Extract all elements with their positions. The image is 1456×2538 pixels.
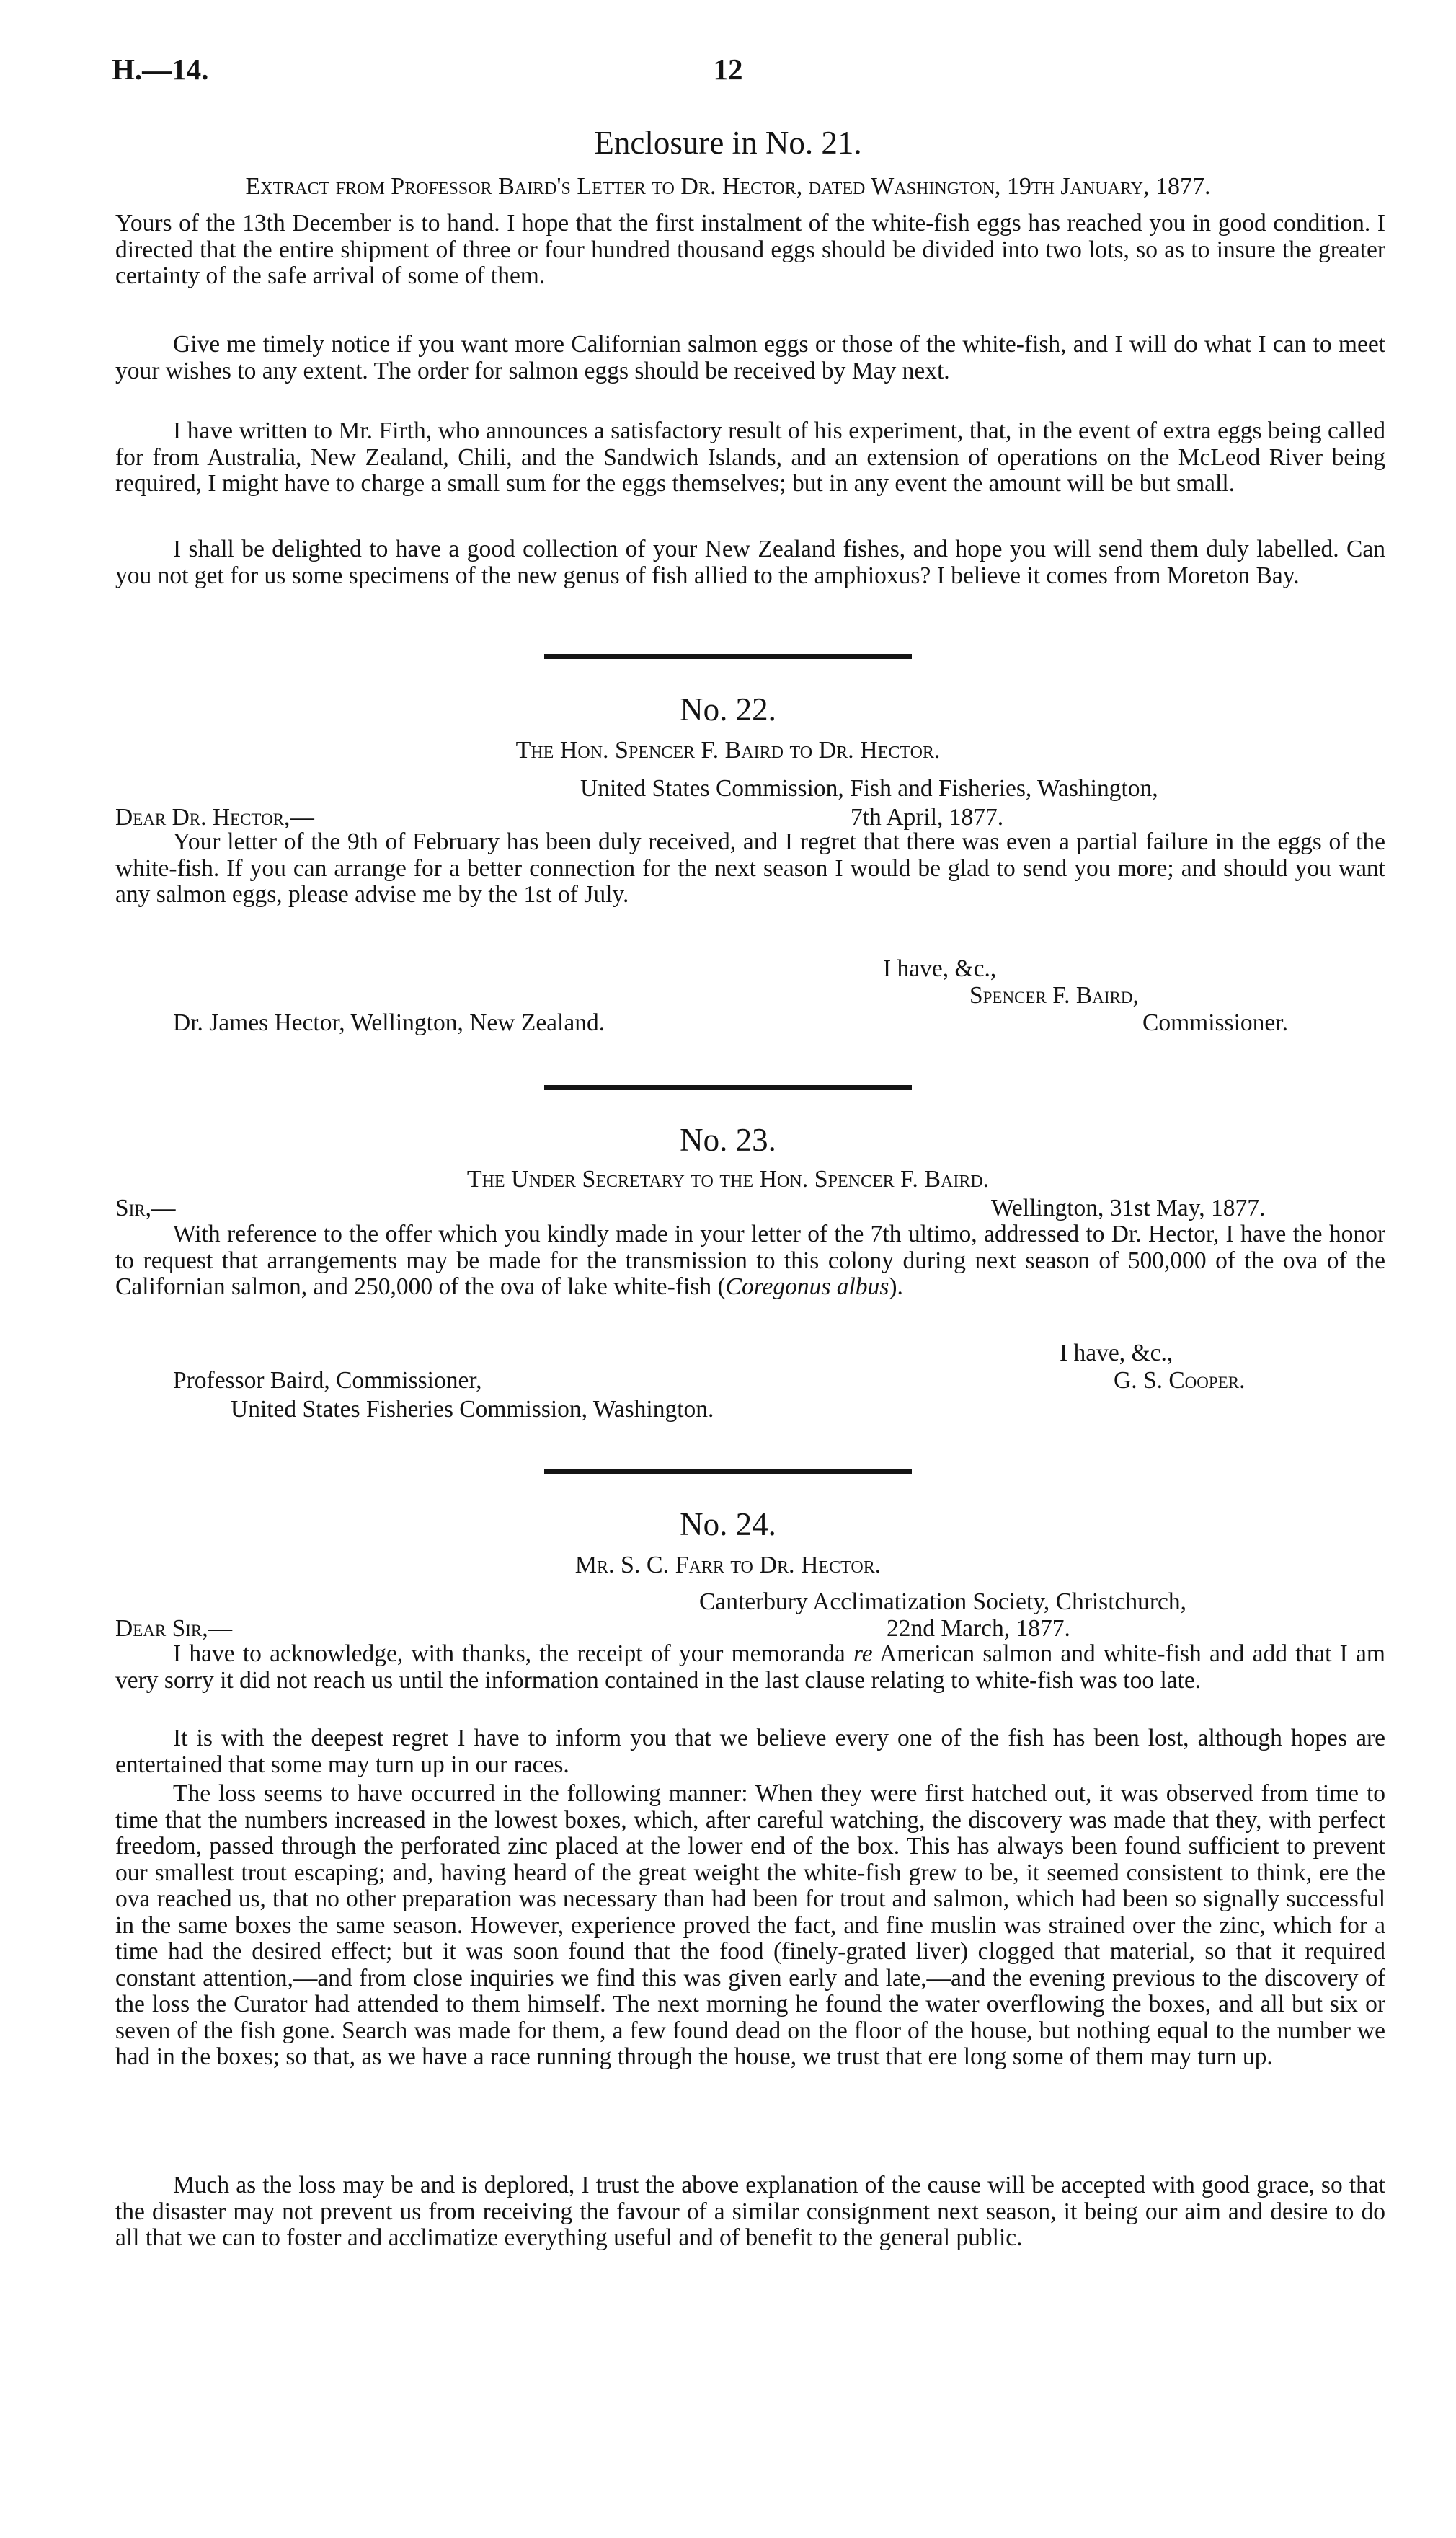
letter-number-24: No. 24. [680, 1506, 776, 1542]
enclosure-paragraph: Yours of the 13th December is to hand. I hope that the first instalment of the white-fish eggs has reached you in good condition. I directed that the entire shipment of three or four hundred thousand eggs should be divided into two lots, so as to insure the greater certainty of the safe arrival of some of them. [115, 210, 1385, 289]
section-divider [544, 1469, 912, 1474]
letter-22-signature: Spencer F. Baird, [969, 982, 1139, 1009]
letter-23-salutation: Sir,— [115, 1195, 176, 1221]
letter-23-body-text: With reference to the offer which you kindly made in your letter of the 7th ultimo, addressed to Dr. Hector, I have the honor to request that arrangements may be made for the transmission to this colony during next season of 500,000 of the ova of the Californian salmon, and 250,000 of the ova of lake white-fish ( [115, 1221, 1385, 1300]
page-number: 12 [713, 53, 743, 86]
letter-23-subtitle: The Under Secretary to the Hon. Spencer F. Baird. [466, 1166, 990, 1193]
letter-23-closing: I have, &c., [1060, 1340, 1173, 1366]
letter-23-recipient-line2: United States Fisheries Commission, Washington. [231, 1396, 714, 1423]
letter-22-closing: I have, &c., [883, 955, 997, 982]
letter-number-22: No. 22. [680, 691, 776, 728]
running-header-ref: H.—14. [112, 53, 209, 86]
letter-24-paragraph: Much as the loss may be and is deplored, I trust the above explanation of the cause will be accepted with good grace, so that the disaster may not prevent us from receiving the favour of a similar consignment next season, it being our aim and desire to do all that we can to foster and acclimatize everything useful and of benefit to the general public. [115, 2172, 1385, 2251]
letter-22-address: United States Commission, Fish and Fisheries, Washington, [580, 775, 1158, 802]
letter-22-subtitle: The Hon. Spencer F. Baird to Dr. Hector. [515, 737, 941, 764]
letter-22-recipient: Dr. James Hector, Wellington, New Zealand. [173, 1009, 605, 1036]
letter-24-salutation: Dear Sir,— [115, 1615, 233, 1642]
letter-number-23: No. 23. [680, 1122, 776, 1158]
letter-24-subtitle: Mr. S. C. Farr to Dr. Hector. [574, 1552, 882, 1578]
section-divider [544, 1085, 912, 1090]
species-name: Coregonus albus [725, 1273, 889, 1300]
letter-23-date: Wellington, 31st May, 1877. [991, 1195, 1266, 1221]
enclosure-title: Enclosure in No. 21. [594, 125, 862, 161]
section-divider [544, 654, 912, 659]
enclosure-paragraph: I shall be delighted to have a good collection of your New Zealand fishes, and hope you will send them duly labelled. Can you not get for us some specimens of the new genus of fish allied to the amphioxus? I believe it comes from Moreton Bay. [115, 536, 1385, 589]
letter-22-date: 7th April, 1877. [851, 804, 1004, 831]
letter-22-salutation: Dear Dr. Hector,— [115, 804, 314, 831]
letter-23-body [115, 1221, 1385, 1301]
latin-word: re [853, 1640, 873, 1667]
letter-23-signature: G. S. Cooper. [1114, 1367, 1246, 1394]
letter-24-address: Canterbury Acclimatization Society, Christchurch, [699, 1588, 1187, 1615]
letter-24-paragraph-text: I have to acknowledge, with thanks, the receipt of your memoranda [173, 1640, 853, 1667]
letter-24-paragraph: The loss seems to have occurred in the following manner: When they were first hatched out, it was observed from time to time that the numbers increased in the lowest boxes, which, after careful watching, the discovery was made that they, with perfect freedom, passed through the perforated zinc placed at the lower end of the box. This has always been found sufficient to prevent our smallest trout escaping; and, having heard of the great weight the white-fish grew to be, it seemed consistent to think, ere the ova reached us, that no other preparation was necessary than had been for trout and salmon, which had been so signally successful in the same boxes the same season. However, experience proved the fact, and fine muslin was strained over the zinc, which for a time had the desired effect; but it was soon found that the food (finely-grated liver) clogged that material, so that it required constant attention,—and from close inquiries we find this was given early and late,—and the evening previous to the discovery of the loss the Curator had attended to them himself. The next morning he found the water overflowing the boxes, and all but six or seven of the fish gone. Search was made for them, a few found dead on the floor of the house, but nothing equal to the number we had in the boxes; so that, as we have a race running through the house, we trust that ere long some of them may turn up. [115, 1780, 1385, 2070]
letter-22-body: Your letter of the 9th of February has been duly received, and I regret that there was even a partial failure in the eggs of the white-fish. If you can arrange for a better connection for the next season I would be glad to send you more; and should you want any salmon eggs, please advise me by the 1st of July. [115, 828, 1385, 908]
letter-24-paragraph [115, 1641, 1385, 1694]
enclosure-paragraph: I have written to Mr. Firth, who announces a satisfactory result of his experiment, that, in the event of extra eggs being called for from Australia, New Zealand, Chili, and the Sandwich Islands, and an extension of operations on the McLeod River being required, I might have to charge a small sum for the eggs themselves; but in any event the amount will be but small. [115, 417, 1385, 497]
letter-24-date: 22nd March, 1877. [887, 1615, 1070, 1642]
letter-24-paragraph-text: American salmon and white-fish and add that I am very sorry it did not reach us until the information contained in the last clause relating to white-fish was too late. [115, 1640, 1385, 1694]
letter-22-title: Commissioner. [1142, 1009, 1288, 1036]
enclosure-subtitle: Extract from Professor Baird's Letter to Dr. Hector, dated Washington, 19th January, 1877. [245, 173, 1211, 200]
letter-24-paragraph: It is with the deepest regret I have to inform you that we believe every one of the fish has been lost, although hopes are entertained that some may turn up in our races. [115, 1725, 1385, 1778]
letter-23-recipient-line1: Professor Baird, Commissioner, [173, 1367, 482, 1394]
letter-23-body-end: ). [889, 1273, 903, 1300]
enclosure-paragraph: Give me timely notice if you want more Californian salmon eggs or those of the white-fish, and I will do what I can to meet your wishes to any extent. The order for salmon eggs should be received by May next. [115, 331, 1385, 384]
